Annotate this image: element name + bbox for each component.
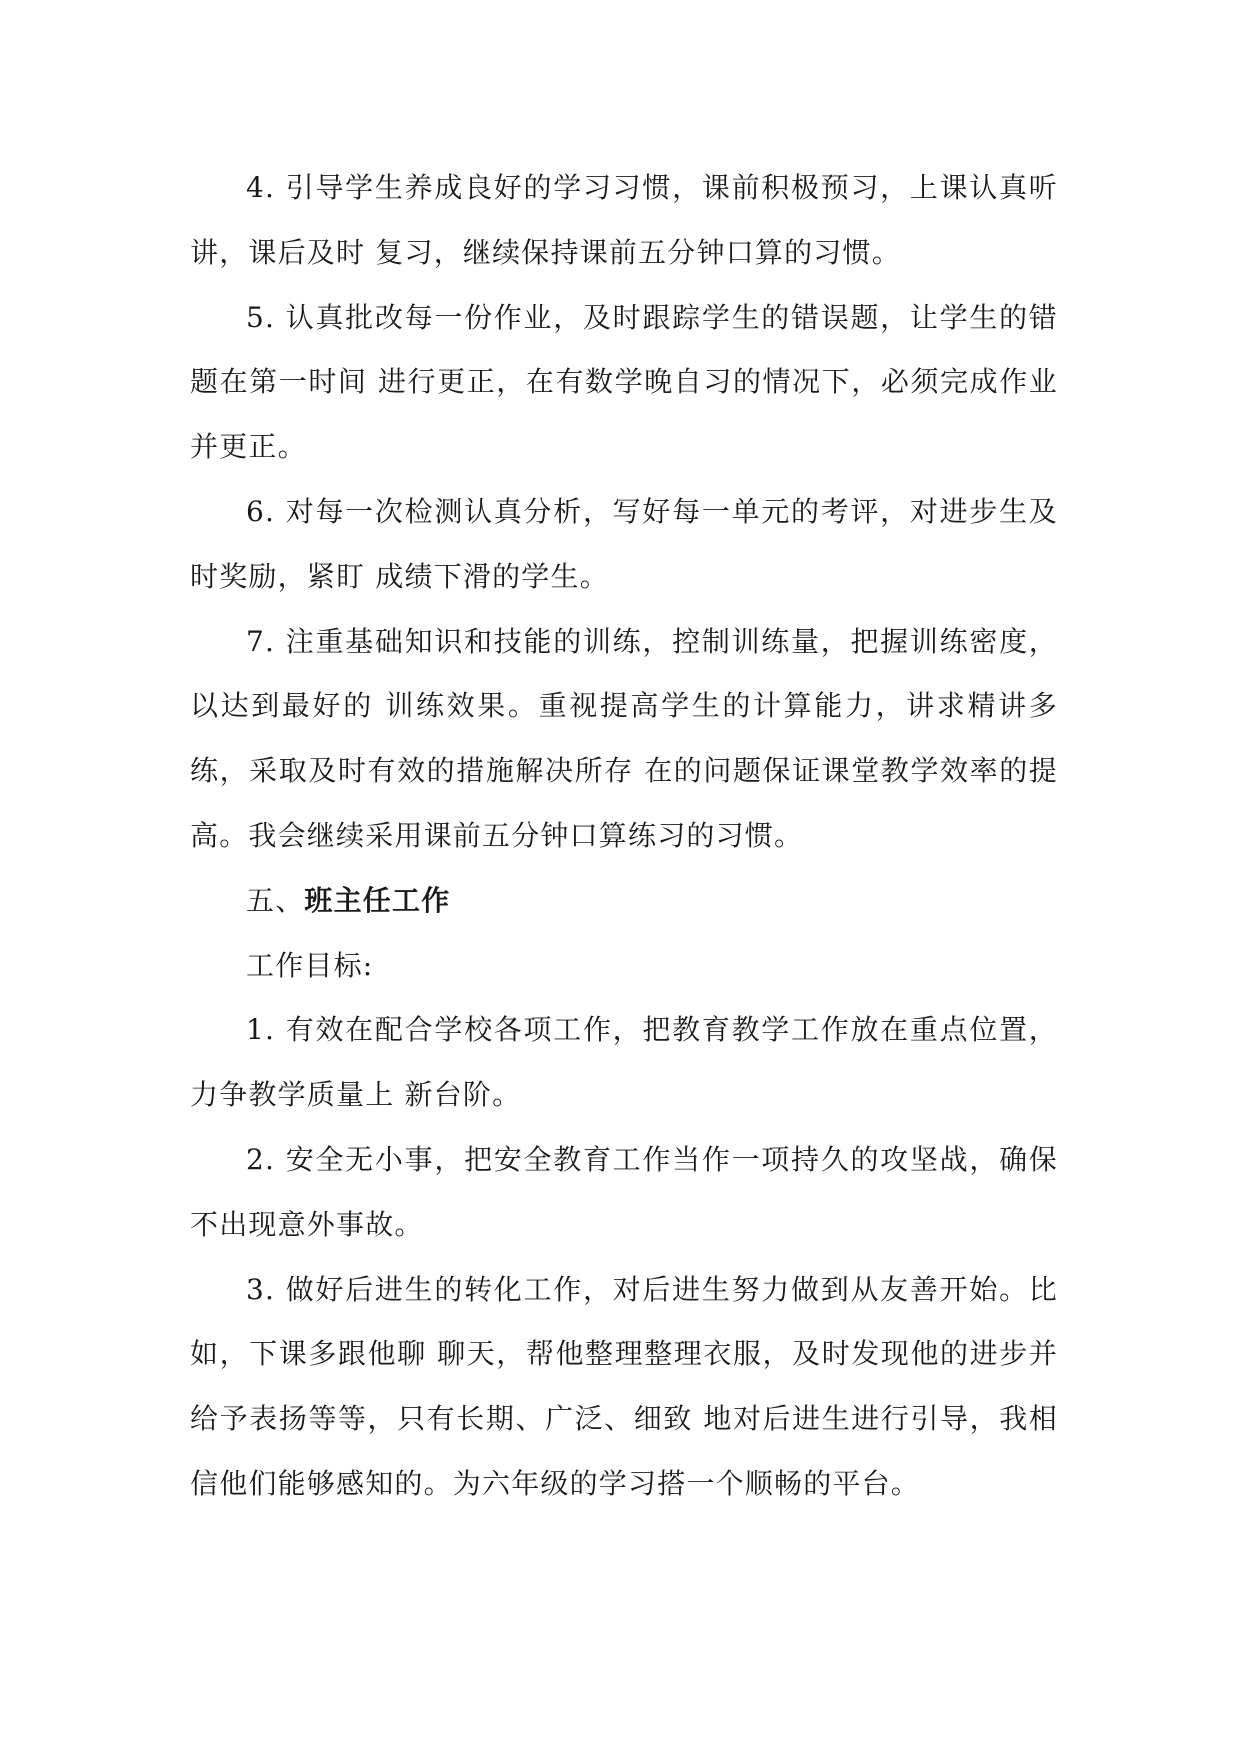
paragraph-item-6: 6. 对每一次检测认真分析，写好每一单元的考评，对进步生及时奖励，紧盯 成绩下滑的学生。 xyxy=(190,494,1058,593)
section-title: 班主任工作 xyxy=(304,883,451,917)
goal-item-3: 3. 做好后进生的转化工作，对后进生努力做到从友善开始。比如，下课多跟他聊 聊天，帮他整理整理衣服，及时发现他的进步并给予表扬等等，只有长期、广泛、细致 地对后进生进行引导，我相信他们能够感知的。为六年级的学习搭一个顺畅的平台。 xyxy=(190,1272,1058,1500)
subheading-work-goals: 工作目标: xyxy=(246,948,374,982)
goal-item-1: 1. 有效在配合学校各项工作，把教育教学工作放在重点位置，力争教学质量上 新台阶。 xyxy=(190,1013,1058,1112)
goal-item-2: 2. 安全无小事，把安全教育工作当作一项持久的攻坚战，确保不出现意外事故。 xyxy=(190,1142,1058,1241)
document-body xyxy=(190,156,1058,1517)
section-heading xyxy=(190,869,1058,934)
paragraph-item-4: 4. 引导学生养成良好的学习习惯，课前积极预习，上课认真听讲，课后及时 复习，继续保持课前五分钟口算的习惯。 xyxy=(190,171,1058,269)
section-number: 五、 xyxy=(246,883,305,917)
paragraph-item-5: 5. 认真批改每一份作业，及时跟踪学生的错误题，让学生的错题在第一时间 进行更正，在有数学晚自习的情况下，必须完成作业并更正。 xyxy=(190,300,1058,464)
paragraph-item-7: 7. 注重基础知识和技能的训练，控制训练量，把握训练密度，以达到最好的 训练效果。重视提高学生的计算能力，讲求精讲多练，采取及时有效的措施解决所存 在的问题保证课堂教学效率的提高。我会继续采用课前五分钟口算练习的习惯。 xyxy=(190,624,1058,852)
